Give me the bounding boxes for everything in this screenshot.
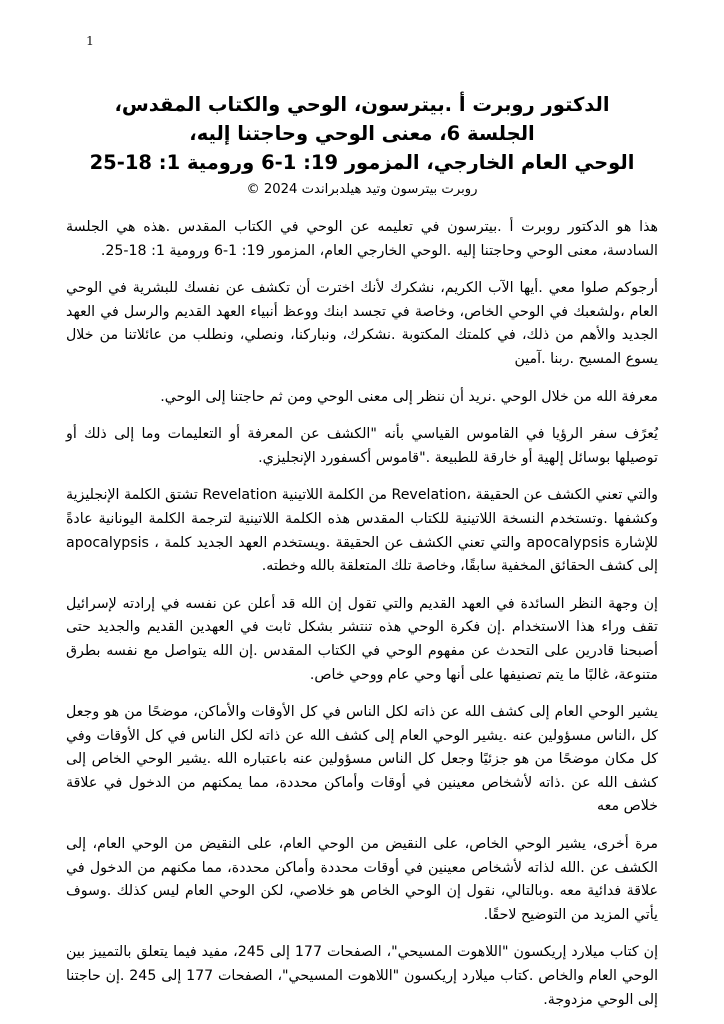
title-line-3: الوحي العام الخارجي، المزمور 19: 1-6 ورومية 1: 18-25 — [89, 151, 635, 174]
paragraph-4: يُعرًف سفر الرؤيا في القاموس القياسي بأنه "الكشف عن المعرفة أو التعليمات وما إلى ذلك أو توصيلها بوسائل إلهية أو خارقة للطبيعة ."قاموس أكسفورد الإنجليزي. — [66, 426, 658, 466]
paragraph-6: إن وجهة النظر السائدة في العهد القديم والتي تقول إن الله قد أعلن عن نفسه في إرادته لإسرائيل تقف وراء هذا الاستخدام .إن فكرة الوحي هذه تنتشر بشكل ثابت في العهدين القديم والجديد حتى أصبحنا قادرين على التحدث عن مفهوم الوحي في الكتاب المقدس .إن الله يتواصل مع نفسه بطرق متنوعة، غالبًا ما يتم تصنيفها على أنها وحي عام ووحي خاص. — [66, 595, 658, 683]
paragraph-9: إن كتاب ميلارد إريكسون "اللاهوت المسيحي"، الصفحات 177 إلى 245، مفيد فيما يتعلق بالتمييز بين الوحي العام والخاص .كتاب ميلارد إريكسون "اللاهوت المسيحي"، الصفحات 177 إلى 245 .إن حاجتنا إلى الوحي مزدوجة. — [66, 944, 659, 1008]
title-line-1: الدكتور روبرت أ .بيترسون، الوحي والكتاب المقدس، — [114, 93, 610, 116]
page-number: 1 — [86, 33, 94, 48]
document-body — [66, 216, 658, 1012]
paragraph-8: مرة أخرى، يشير الوحي الخاص، على النقيض من الوحي العام، على النقيض من الوحي العام، إلى الكشف عن .الله لذاته لأشخاص معينين في أوقات محددة وأماكن محددة، مما مكنهم من الدخول في علاقة فدائية معه .وبالتالي، نقول إن الوحي الخاص هو خلاصي، لكن الوحي العام ليس كذلك .وسوف يأتي المزيد من التوضيح لاحقًا. — [66, 836, 658, 923]
document-header — [66, 90, 658, 201]
copyright-notice: روبرت بيترسون وتيد هيلدبراندت 2024 © — [246, 182, 478, 197]
document-content — [66, 90, 658, 1024]
paragraph-5: والتي تعني الكشف عن الحقيقة ،Revelation من الكلمة اللاتينية Revelation تشتق الكلمة الإنجليزية وكشفها .وتستخدم النسخة اللاتينية للكتاب المقدس هذه الكلمة اللاتينية لترجمة الكلمة اليونانية عادةً للإشارة apocalypsis والتي تعني الكشف عن الحقيقة .ويستخدم العهد الجديد كلمة ، apocalypsis إلى كشف الحقائق المخفية سابقًا، وخاصة تلك المتعلقة بالله وخطته. — [66, 487, 659, 575]
paragraph-2: أرجوكم صلوا معي .أيها الآب الكريم، نشكرك لأنك اخترت أن تكشف عن نفسك للبشرية في الوحي العام ،ولشعبك في الوحي الخاص، وخاصة في تجسد ابنك ووعظ أنبياء العهد القديم والرسل في العهد الجديد والأهم من ذلك، في كلمتك المكتوبة .نشكرك، ونباركنا، ونصلي، ونطلب من عائلاتنا من خلال يسوع المسيح .ربنا .آمين — [66, 280, 658, 367]
paragraph-7: يشير الوحي العام إلى كشف الله عن ذاته لكل الناس في كل الأوقات والأماكن، موضحًا من هو وجعل كل ،الناس مسؤولين عنه .يشير الوحي العام إلى كشف الله عن ذاته لكل الناس في كل الأوقات وفي كل مكان موضحًا من هو جزئيًا وجعل كل الناس مسؤولين عنه باعتباره الله .يشير الوحي الخاص إلى كشف الله عن .ذاته لأشخاص معينين في أوقات وأماكن محددة، مما يمكنهم من الدخول في علاقة خلاص معه — [66, 704, 658, 815]
title-line-2: الجلسة 6، معنى الوحي وحاجتنا إليه، — [189, 122, 535, 145]
paragraph-3: معرفة الله من خلال الوحي .نريد أن ننظر إلى معنى الوحي ومن ثم حاجتنا إلى الوحي. — [160, 388, 658, 405]
paragraph-1: هذا هو الدكتور روبرت أ .بيترسون في تعليمه عن الوحي في الكتاب المقدس .هذه هي الجلسة السادسة، معنى الوحي وحاجتنا إليه .الوحي الخارجي العام، المزمور 19: 1-6 ورومية 1: 18-25. — [66, 219, 658, 259]
